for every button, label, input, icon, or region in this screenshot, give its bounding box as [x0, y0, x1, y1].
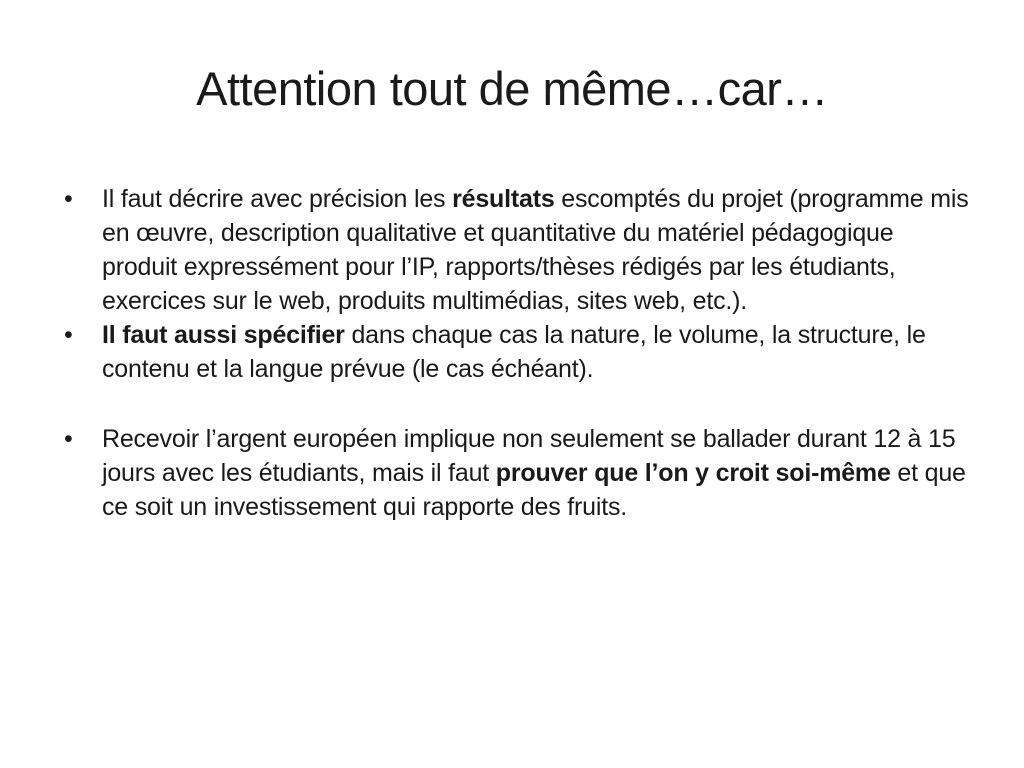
- slide-title: Attention tout de même…car…: [196, 62, 828, 115]
- text-segment: dans chaque cas la nature, le volume, la structure, le contenu et la langue prévue (le cas échéant).: [102, 321, 926, 383]
- bullet-text: [102, 321, 926, 383]
- text-segment: Il faut décrire avec précision les: [102, 185, 453, 213]
- bullet-item-3: [62, 422, 972, 524]
- bullet-icon: •: [64, 321, 73, 349]
- bold-segment-prouver: prouver que l’on y croit soi-même: [495, 459, 891, 487]
- bullet-item-2: [62, 318, 972, 386]
- bullet-text: [102, 185, 969, 315]
- bullet-icon: •: [64, 425, 73, 453]
- bullet-list: [62, 182, 972, 524]
- bold-segment-resultats: résultats: [452, 185, 555, 213]
- bold-segment-specifier: Il faut aussi spécifier: [102, 321, 345, 349]
- bullet-icon: •: [64, 185, 73, 213]
- text-segment: et que ce soit un investissement qui rapporte des fruits.: [102, 459, 966, 521]
- bullet-item-1: [62, 182, 972, 318]
- text-segment: escomptés du projet (programme mis en œuvre, description qualitative et quantitative du matériel pédagogique produit expressément pour l’IP, rapports/thèses rédigés par les étudiants, exercices sur le web, produits multimédias, sites web, etc.).: [102, 185, 969, 315]
- bullet-text: [102, 425, 966, 521]
- text-segment: Recevoir l’argent européen implique non seulement se ballader durant 12 à 15 jours avec les étudiants, mais il faut: [102, 425, 956, 487]
